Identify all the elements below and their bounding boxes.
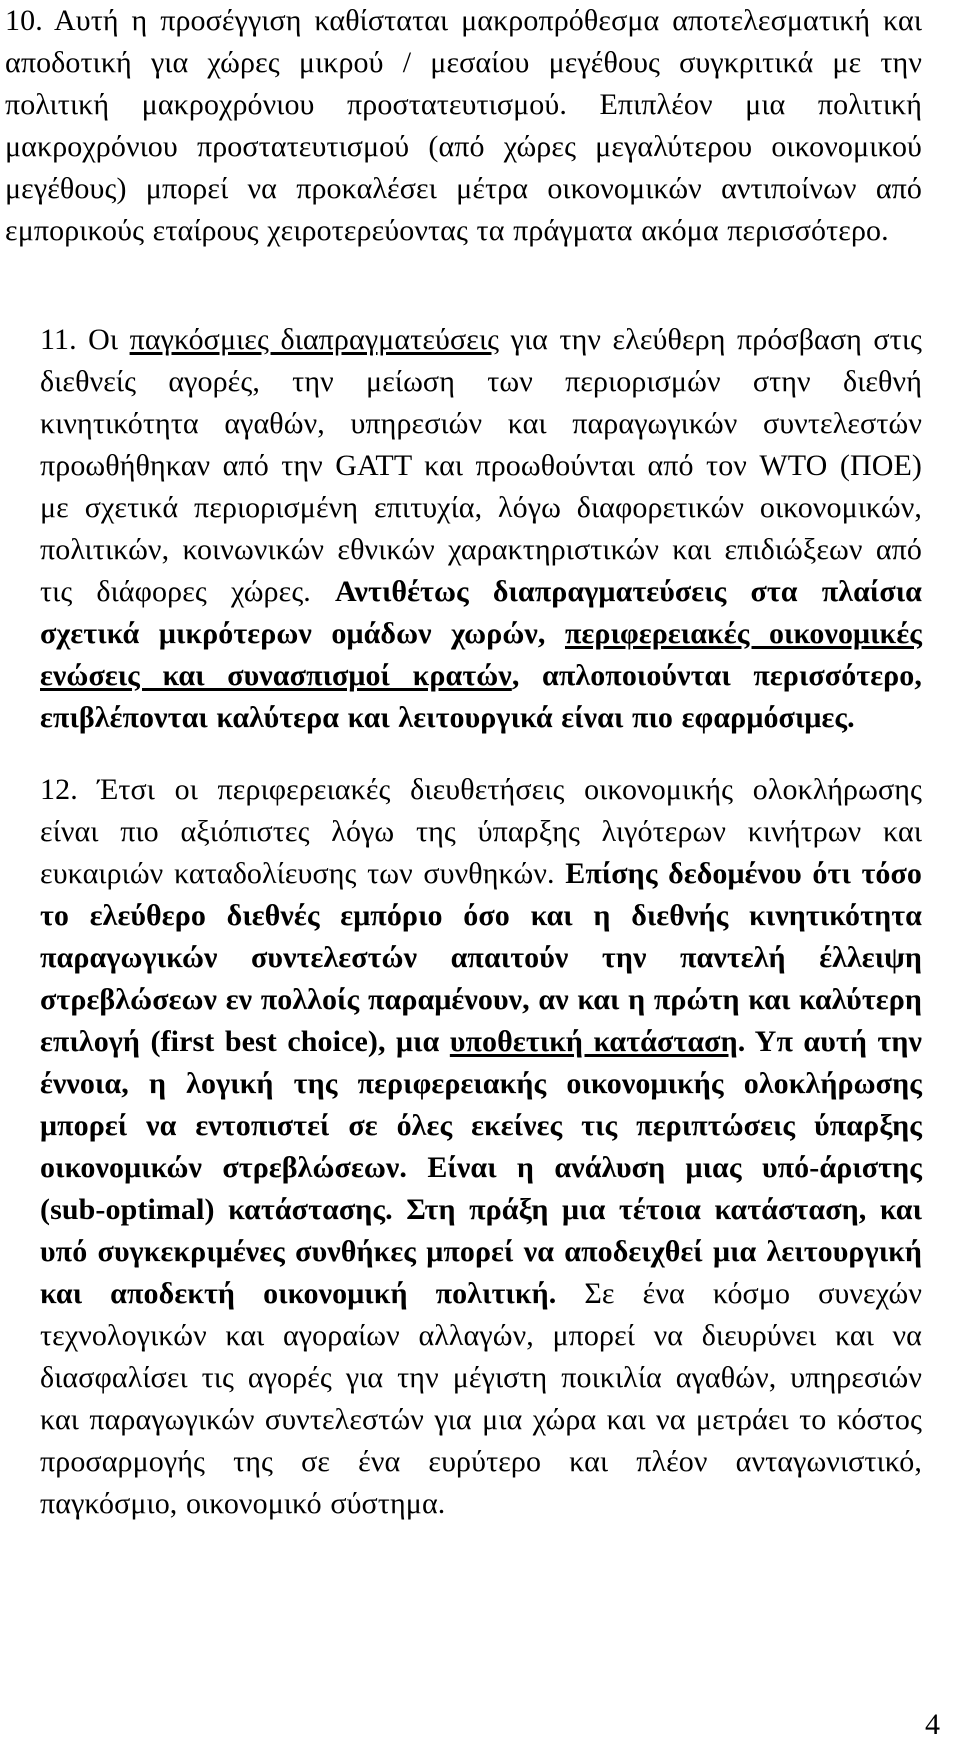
text-segment: Αντιθέτως διαπραγματεύσεις στα πλαίσια σχετικά μικρότερων ομάδων χωρών, bbox=[40, 575, 922, 650]
paragraph-number: 11. bbox=[40, 323, 77, 356]
text-segment: Σε ένα κόσμο συνεχών τεχνολογικών και αγοραίων αλλαγών, μπορεί να διευρύνει και να διασφαλίσει τις αγορές για την μέγιστη ποικιλία αγαθών, υπηρεσιών και παραγωγικών συντελεστών για μια χώρα και να μετράει το κόστος προσαρμογής της σε ένα ευρύτερο και πλέον ανταγωνιστικό, παγκόσμιο, οικονομικό σύστημα. bbox=[40, 1277, 922, 1520]
paragraph-10 bbox=[5, 0, 922, 252]
paragraph-body bbox=[40, 773, 922, 1520]
paragraph-12 bbox=[40, 769, 922, 1525]
text-segment: Αυτή η προσέγγιση καθίσταται μακροπρόθεσμα αποτελεσματική και αποδοτική για χώρες μικρού / μεσαίου μεγέθους συγκριτικά με την πολιτική μακροχρόνιου προστατευτισμού. Επιπλέον μια πολιτική μακροχρόνιου προστατευτισμού (από χώρες μεγαλύτερου οικονομικού μεγέθους) μπορεί να προκαλέσει μέτρα οικονομικών αντιποίνων από εμπορικούς εταίρους χειροτερεύοντας τα πράγματα ακόμα περισσότερο. bbox=[5, 4, 922, 247]
text-segment: Έτσι οι περιφερειακές διευθετήσεις οικονομικής ολοκλήρωσης είναι πιο αξιόπιστες λόγω της ύπαρξης λιγότερων κινήτρων και ευκαιριών καταδολίευσης των συνθηκών. bbox=[40, 773, 922, 890]
text-segment: παγκόσμιες διαπραγματεύσεις bbox=[129, 323, 500, 356]
text-segment: Οι bbox=[76, 323, 130, 356]
paragraph-number: 12. bbox=[40, 773, 78, 806]
text-segment: , απλοποιούνται περισσότερο, επιβλέπονται καλύτερα και λειτουργικά είναι πιο εφαρμόσιμες. bbox=[40, 659, 922, 734]
paragraph-11 bbox=[40, 319, 922, 739]
paragraph-number: 10. bbox=[5, 4, 43, 37]
paragraph-body bbox=[40, 323, 922, 734]
text-segment: υποθετική κατάσταση bbox=[449, 1025, 738, 1058]
text-segment: . Υπ αυτή την έννοια, η λογική της περιφερειακής οικονομικής ολοκλήρωσης μπορεί να εντοπιστεί σε όλες εκείνες τις περιπτώσεις ύπαρξης οικονομικών στρεβλώσεων. Είναι η ανάλυση μιας υπό-άριστης (sub-optimal) κατάστασης. Στη πράξη μια τέτοια κατάσταση, και υπό συγκεκριμένες συνθήκες μπορεί να αποδειχθεί μια λειτουργική και αποδεκτή οικονομική πολιτική. bbox=[40, 1025, 923, 1310]
text-segment: περιφερειακές οικονομικές ενώσεις και συνασπισμοί κρατών bbox=[40, 617, 922, 692]
paragraph-body bbox=[5, 4, 922, 247]
page-number: 4 bbox=[925, 1708, 940, 1741]
text-segment: για την ελεύθερη πρόσβαση στις διεθνείς αγορές, την μείωση των περιορισμών στην διεθνή κινητικότητα αγαθών, υπηρεσιών και παραγωγικών συντελεστών προωθήθηκαν από την GATT και προωθούνται από τον WTO (ΠΟΕ) με σχετικά περιορισμένη επιτυχία, λόγω διαφορετικών οικονομικών, πολιτικών, κοινωνικών εθνικών χαρακτηριστικών και επιδιώξεων από τις διάφορες χώρες. bbox=[40, 323, 922, 608]
text-segment: Επίσης δεδομένου ότι τόσο το ελεύθερο διεθνές εμπόριο όσο και η διεθνής κινητικότητα παραγωγικών συντελεστών απαιτούν την παντελή έλλειψη στρεβλώσεων εν πολλοίς παραμένουν, αν και η πρώτη και καλύτερη επιλογή (first best choice), μια bbox=[40, 857, 923, 1058]
